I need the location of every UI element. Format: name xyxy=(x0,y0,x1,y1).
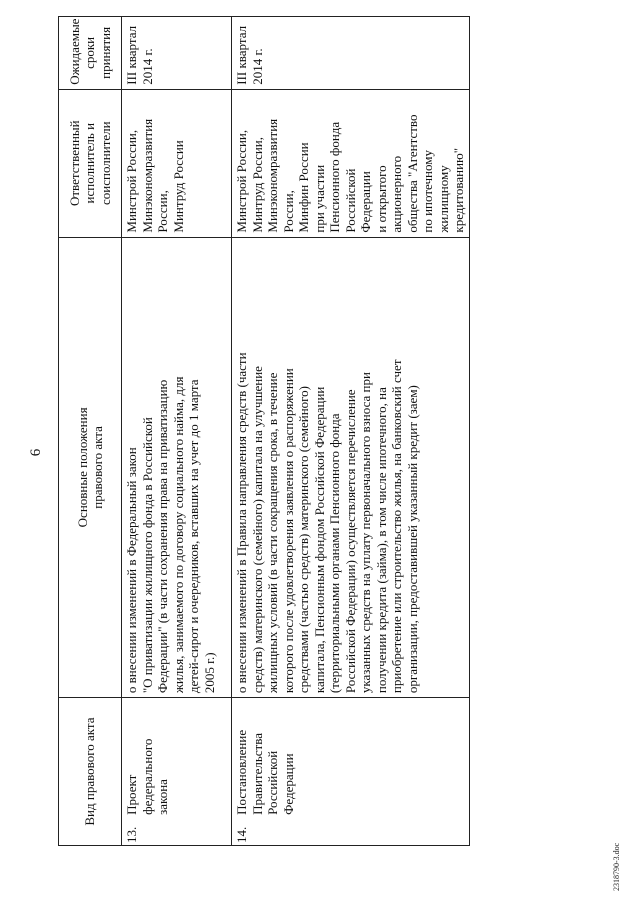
header-main-provisions: Основные положения правового акта xyxy=(59,237,122,698)
table-row xyxy=(232,17,470,846)
page-number: 6 xyxy=(28,448,44,457)
table-row xyxy=(122,17,232,846)
header-act-kind: Вид правового акта xyxy=(59,698,122,846)
row-number: 13. xyxy=(122,819,232,846)
row-responsible: Минстрой России, Минэкономразвития России, Минтруд России xyxy=(122,89,232,237)
row-main-provisions: о внесении изменений в Федеральный закон "О приватизации жилищного фонда в Российской Федерации" (в части сохранения права на приватизацию жилья, занимаемого по договору социального найма, для детей-сирот и очередников, вставших на учет до 1 марта 2005 г.) xyxy=(122,237,232,698)
row-main-provisions: о внесении изменений в Правила направления средств (части средств) материнского (семейного) капитала на улучшение жилищных условий (в части сокращения срока, в течение которого после удовлетворения заявления о распоряжении средствами (частью средств) материнского (семейного) капитала, Пенсионным фондом Российской Федерации (территориальными органами Пенсионного фонда Российской Федерации) осуществляется перечисление указанных средств на уплату первоначального взноса при получении кредита (займа), в том числе ипотечного, на приобретение или строительство жилья, на банковский счет организации, предоставившей указанный кредит (заем) xyxy=(232,237,470,698)
row-number: 14. xyxy=(232,819,470,846)
table-header-row xyxy=(59,17,122,846)
row-responsible: Минстрой России, Минтруд России, Минэкономразвития России, Минфин России при участии Пенсионного фонда Российской Федерации и открытого акционерного общества "Агентство по ипотечному жилищному кредитованию" xyxy=(232,89,470,237)
row-deadline: III квартал 2014 г. xyxy=(232,17,470,90)
row-deadline: III квартал 2014 г. xyxy=(122,17,232,90)
row-act-kind: Постановление Правительства Российской Федерации xyxy=(232,698,470,819)
row-act-kind: Проект федерального закона xyxy=(122,698,232,819)
header-deadline: Ожидаемые сроки принятия xyxy=(59,17,122,90)
document-reference: 2318790-3.doc xyxy=(612,842,621,891)
legal-acts-table xyxy=(58,16,470,846)
header-responsible: Ответственный исполнитель и соисполнители xyxy=(59,89,122,237)
